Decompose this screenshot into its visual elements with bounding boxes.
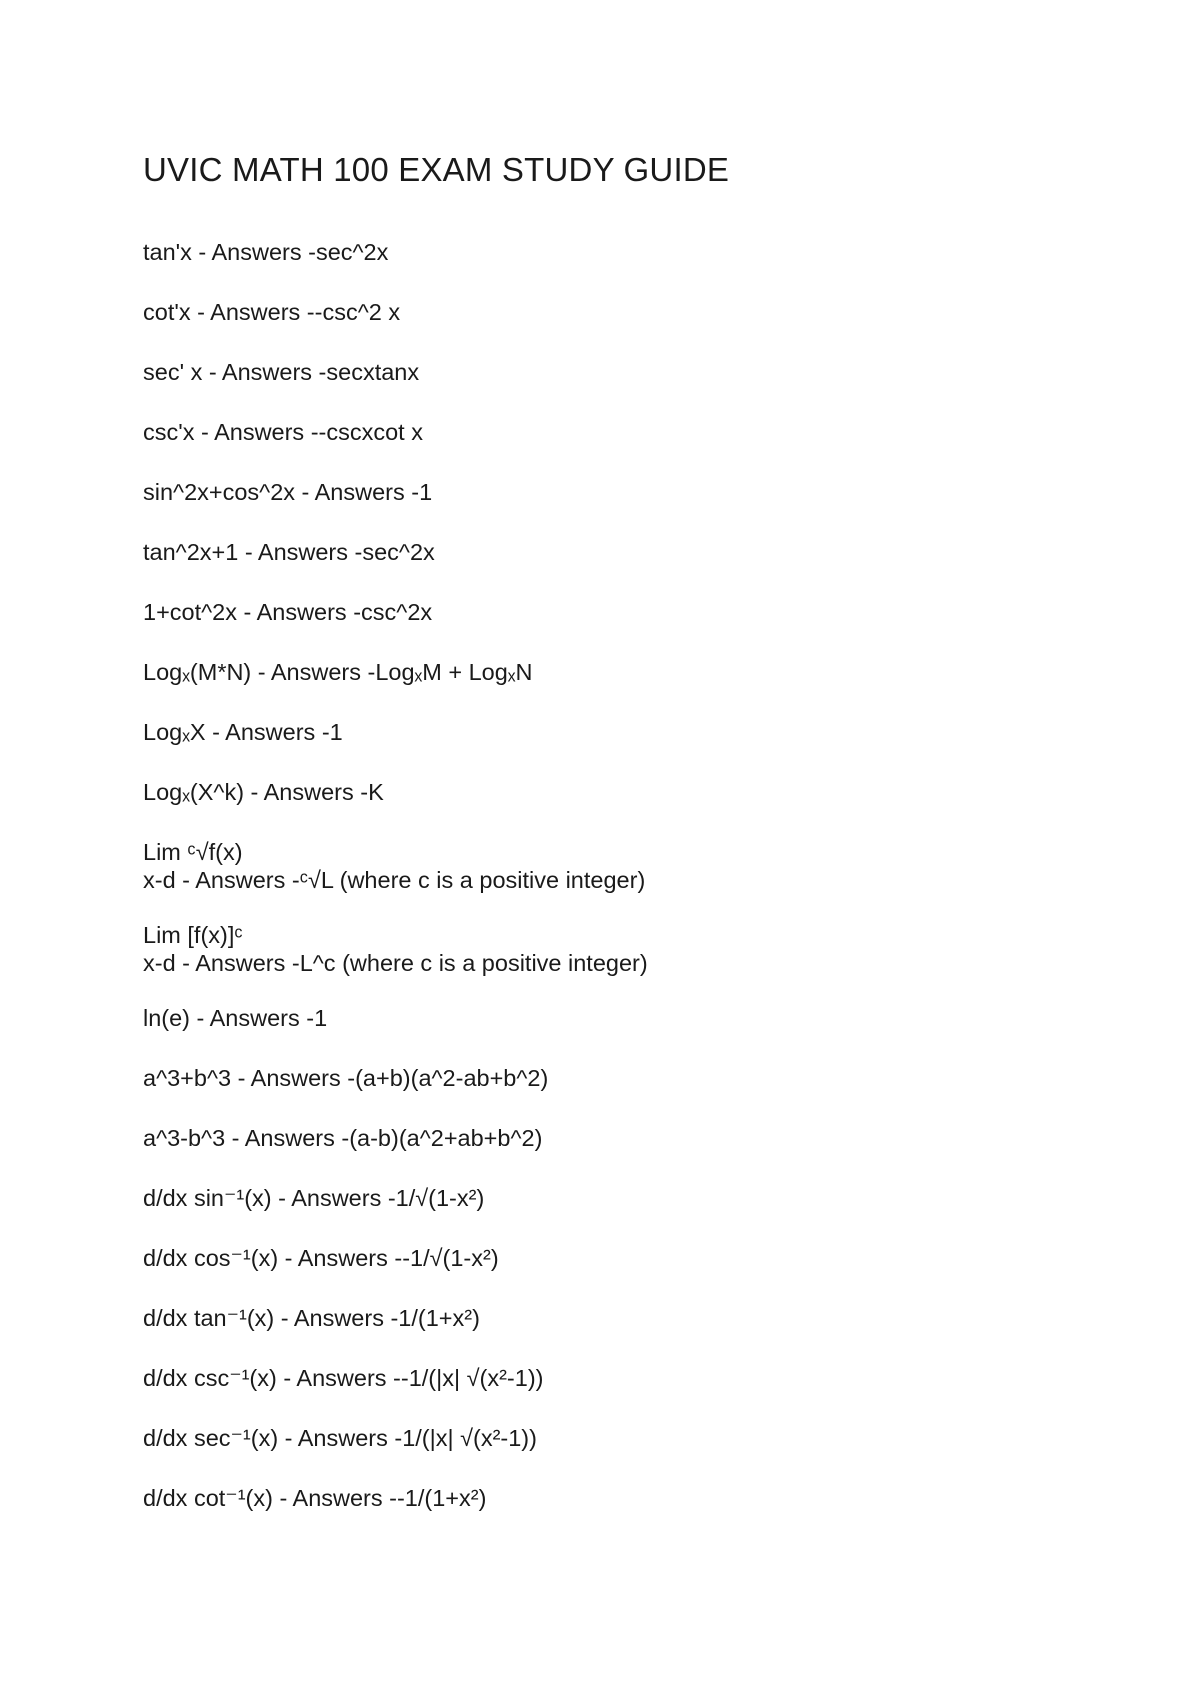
list-item xyxy=(143,238,1143,266)
entry-text: d/dx sec⁻¹(x) - Answers -1/(|x| √(x²-1)) xyxy=(143,1424,537,1451)
entry-text: Lim [f(x)]ᶜ xyxy=(143,921,243,948)
entry-text: tan'x - Answers -sec^2x xyxy=(143,238,389,265)
entry-text: csc'x - Answers --cscxcot x xyxy=(143,418,423,445)
list-item xyxy=(143,358,1143,386)
list-item xyxy=(143,538,1143,566)
entry-text: d/dx csc⁻¹(x) - Answers --1/(|x| √(x²-1)) xyxy=(143,1364,544,1391)
list-item xyxy=(143,921,1143,977)
list-item xyxy=(143,1124,1143,1152)
entry-text: d/dx sin⁻¹(x) - Answers -1/√(1-x²) xyxy=(143,1184,485,1211)
list-item xyxy=(143,1424,1143,1452)
entry-text: ln(e) - Answers -1 xyxy=(143,1004,328,1031)
list-item xyxy=(143,1004,1143,1032)
list-item xyxy=(143,718,1143,746)
list-item xyxy=(143,658,1143,686)
entry-text: x-d - Answers -ᶜ√L (where c is a positive integer) xyxy=(143,866,646,893)
entry-text: 1+cot^2x - Answers -csc^2x xyxy=(143,598,433,625)
entry-list xyxy=(143,238,1143,1512)
entry-text: Lim ᶜ√f(x) xyxy=(143,838,243,865)
entry-text: Logₓ(M*N) - Answers -LogₓM + LogₓN xyxy=(143,658,533,685)
entry-text: d/dx cos⁻¹(x) - Answers --1/√(1-x²) xyxy=(143,1244,499,1271)
list-item xyxy=(143,478,1143,506)
entry-text: tan^2x+1 - Answers -sec^2x xyxy=(143,538,435,565)
list-item xyxy=(143,418,1143,446)
list-item xyxy=(143,1484,1143,1512)
entry-text: sin^2x+cos^2x - Answers -1 xyxy=(143,478,433,505)
entry-text: a^3+b^3 - Answers -(a+b)(a^2-ab+b^2) xyxy=(143,1064,549,1091)
list-item xyxy=(143,838,1143,894)
list-item xyxy=(143,1064,1143,1092)
entry-text: x-d - Answers -L^c (where c is a positive integer) xyxy=(143,949,648,976)
entry-text: cot'x - Answers --csc^2 x xyxy=(143,298,401,325)
list-item xyxy=(143,598,1143,626)
entry-text: LogₓX - Answers -1 xyxy=(143,718,343,745)
entry-text: Logₓ(X^k) - Answers -K xyxy=(143,778,384,805)
entry-text: a^3-b^3 - Answers -(a-b)(a^2+ab+b^2) xyxy=(143,1124,543,1151)
list-item xyxy=(143,778,1143,806)
list-item xyxy=(143,1304,1143,1332)
entry-text: sec' x - Answers -secxtanx xyxy=(143,358,420,385)
list-item xyxy=(143,1364,1143,1392)
entry-text: d/dx tan⁻¹(x) - Answers -1/(1+x²) xyxy=(143,1304,480,1331)
document-title: UVIC MATH 100 EXAM STUDY GUIDE xyxy=(143,151,730,188)
entry-text: d/dx cot⁻¹(x) - Answers --1/(1+x²) xyxy=(143,1484,487,1511)
list-item xyxy=(143,1244,1143,1272)
document-page xyxy=(143,150,1143,1544)
list-item xyxy=(143,298,1143,326)
list-item xyxy=(143,1184,1143,1212)
